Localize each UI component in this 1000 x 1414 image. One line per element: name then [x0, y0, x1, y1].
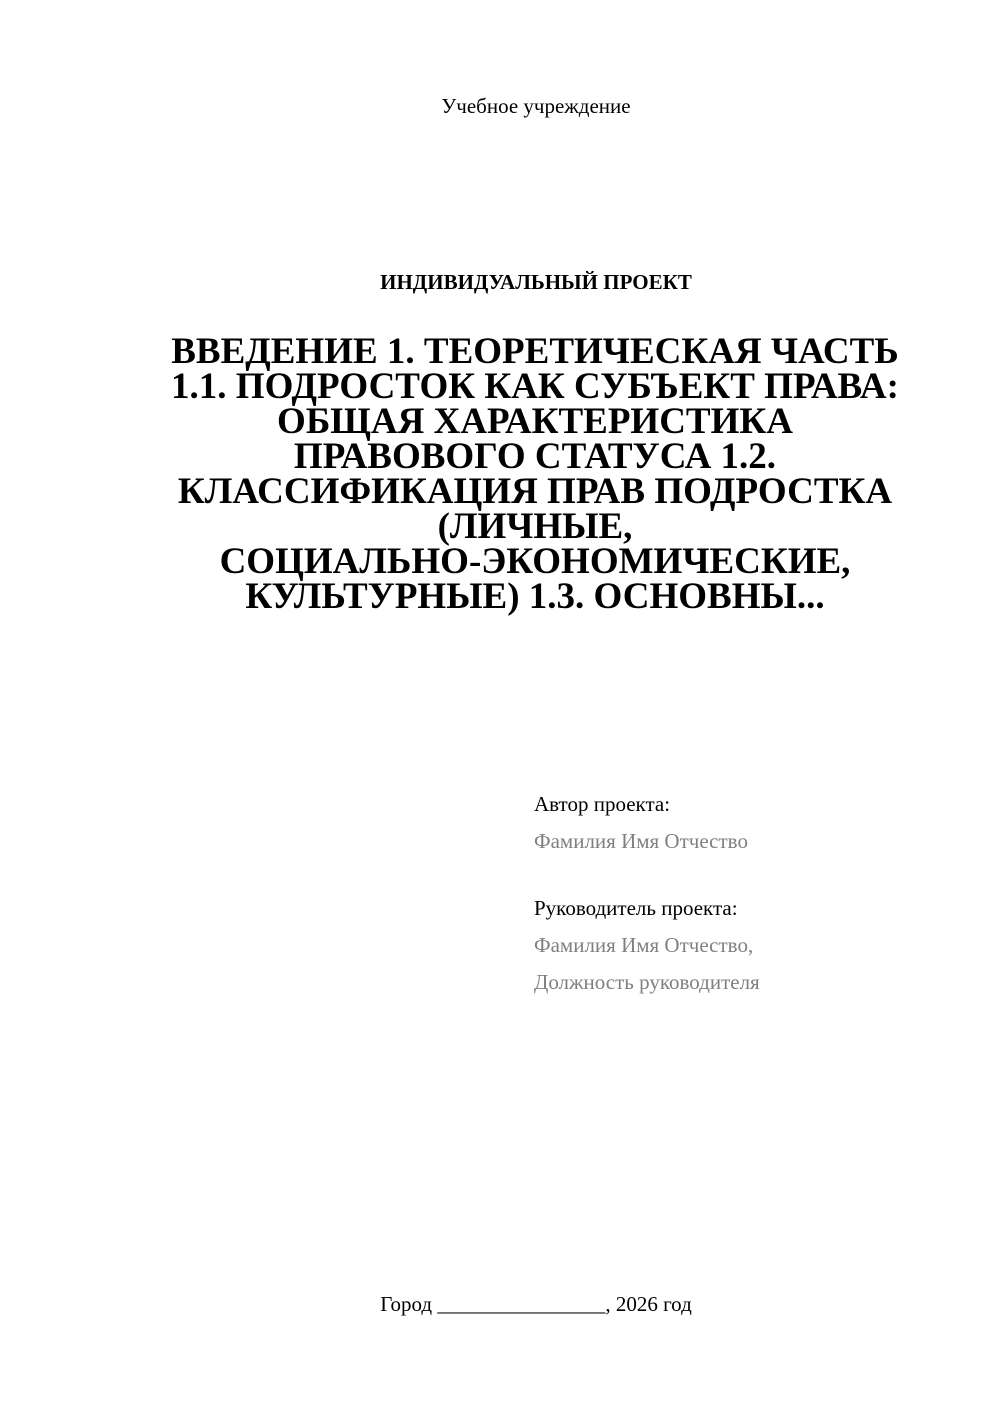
document-type: ИНДИВИДУАЛЬНЫЙ ПРОЕКТ [380, 270, 692, 294]
author-label: Автор проекта: [534, 792, 671, 816]
project-title [150, 331, 920, 617]
author-name: Фамилия Имя Отчество [534, 829, 748, 853]
title-line: КЛАССИФИКАЦИЯ ПРАВ ПОДРОСТКА [177, 471, 893, 512]
supervisor-name: Фамилия Имя Отчество, [534, 933, 754, 957]
institution-name: Учебное учреждение [441, 94, 631, 118]
title-line: ОБЩАЯ ХАРАКТЕРИСТИКА [277, 401, 793, 442]
title-line: 1.1. ПОДРОСТОК КАК СУБЪЕКТ ПРАВА: [171, 366, 899, 407]
city-year-line: Город ________________, 2026 год [380, 1292, 692, 1316]
supervisor-block [534, 890, 974, 1001]
title-line: КУЛЬТУРНЫЕ) 1.3. ОСНОВНЫ... [245, 576, 825, 617]
title-line: СОЦИАЛЬНО-ЭКОНОМИЧЕСКИЕ, [219, 541, 851, 582]
supervisor-position: Должность руководителя [534, 970, 760, 994]
author-block [534, 786, 974, 860]
title-line: ПРАВОВОГО СТАТУСА 1.2. [293, 436, 777, 477]
title-line: ВВЕДЕНИЕ 1. ТЕОРЕТИЧЕСКАЯ ЧАСТЬ [171, 331, 899, 372]
supervisor-label: Руководитель проекта: [534, 896, 738, 920]
title-line: (ЛИЧНЫЕ, [437, 506, 633, 547]
